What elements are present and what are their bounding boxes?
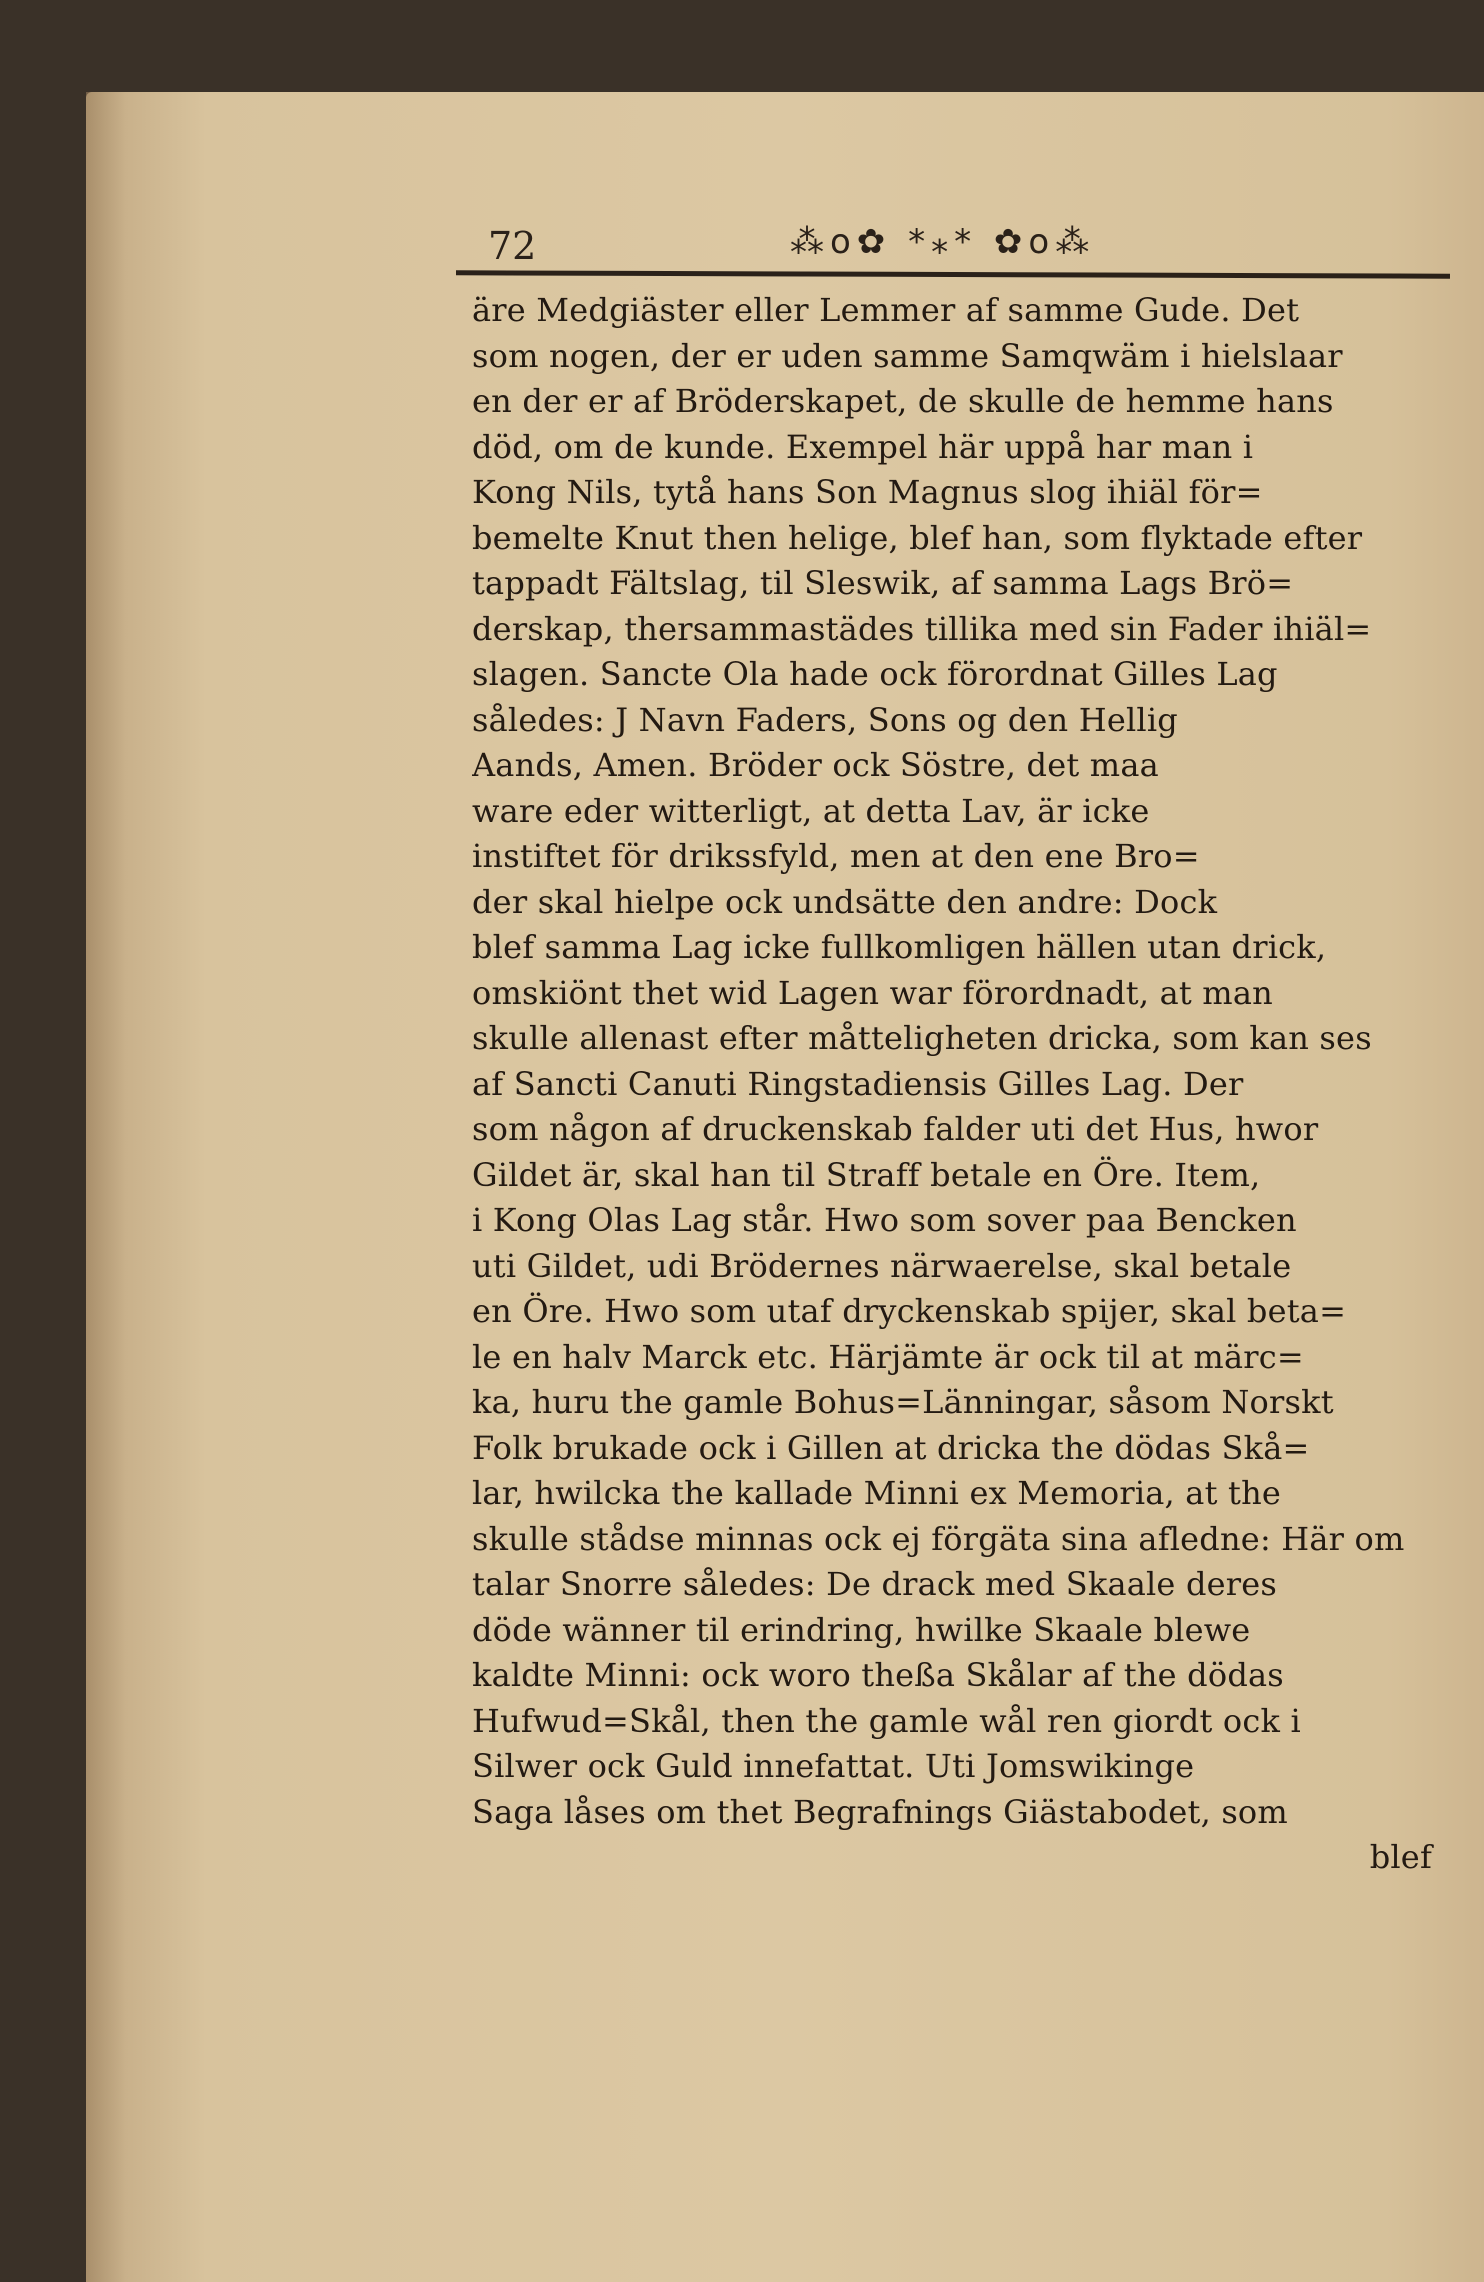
text-line: der skal hielpe ock undsätte den andre: Dock [472, 882, 1218, 921]
text-line: Gildet är, skal han til Straff betale en Öre. Item, [472, 1155, 1261, 1194]
text-line: talar Snorre således: De drack med Skaale deres [472, 1565, 1278, 1603]
text-line: skulle allenast efter måtteligheten dricka, som kan ses [472, 1019, 1372, 1057]
text-line: bemelte Knut then helige, blef han, som flyktade efter [472, 518, 1363, 557]
text-line: lar, hwilcka the kallade Minni ex Memoria, at the [472, 1474, 1282, 1512]
text-line: Silwer ock Guld innefattat. Uti Jomswikinge [472, 1747, 1195, 1785]
body-text [472, 288, 1460, 1881]
text-line: blef samma Lag icke fullkomligen hällen utan drick, [472, 928, 1327, 966]
header-ornament: ⁂o✿ *⁎* ✿o⁂ [790, 222, 1096, 262]
text-line: i Kong Olas Lag står. Hwo som sover paa Bencken [472, 1201, 1297, 1239]
text-line: uti Gildet, udi Brödernes närwaerelse, skal betale [472, 1246, 1292, 1285]
text-line: Aands, Amen. Bröder ock Söstre, det maa [472, 746, 1159, 784]
text-line: skulle stådse minnas ock ej förgäta sina afledne: Här om [472, 1519, 1405, 1558]
text-line: omskiönt thet wid Lagen war förordnadt, at man [472, 973, 1273, 1012]
text-line: instiftet för drikssfyld, men at den ene Bro= [472, 837, 1200, 875]
text-line: Kong Nils, tytå hans Son Magnus slog ihiäl för= [472, 473, 1263, 511]
text-line: tappadt Fältslag, til Sleswik, af samma Lags Brö= [472, 564, 1294, 602]
text-line: döde wänner til erindring, hwilke Skaale blewe [472, 1610, 1251, 1649]
text-line: af Sancti Canuti Ringstadiensis Gilles Lag. Der [472, 1064, 1244, 1103]
text-line: Folk brukade ock i Gillen at dricka the dödas Skå= [472, 1428, 1310, 1467]
text-line: således: J Navn Faders, Sons og den Hellig [472, 700, 1178, 739]
text-line: le en halv Marck etc. Härjämte är ock til at märc= [472, 1337, 1304, 1376]
text-line: kaldte Minni: ock woro theßa Skålar af the dödas [472, 1656, 1284, 1694]
text-line: Hufwud=Skål, then the gamle wål ren giordt ock i [472, 1701, 1301, 1740]
text-line: död, om de kunde. Exempel här uppå har man i [472, 427, 1254, 466]
catchword: blef [1369, 1838, 1432, 1876]
text-line: som nogen, der er uden samme Samqwäm i hielslaar [472, 336, 1343, 375]
text-line: derskap, thersammastädes tillika med sin Fader ihiäl= [472, 609, 1372, 648]
text-line: slagen. Sancte Ola hade ock förordnat Gilles Lag [472, 655, 1278, 693]
text-line: en Öre. Hwo som utaf dryckenskab spijer, skal beta= [472, 1292, 1347, 1330]
text-line: Saga låses om thet Begrafnings Giästabodet, som [472, 1792, 1288, 1831]
text-line: ka, huru the gamle Bohus=Länningar, såsom Norskt [472, 1383, 1334, 1421]
page-number: 72 [488, 224, 537, 268]
text-line: ware eder witterligt, at detta Lav, är icke [472, 791, 1150, 830]
text-line: som någon af druckenskab falder uti det Hus, hwor [472, 1110, 1319, 1148]
text-line: en der er af Bröderskapet, de skulle de hemme hans [472, 382, 1334, 420]
text-line: äre Medgiäster eller Lemmer af samme Gude. Det [472, 291, 1300, 329]
